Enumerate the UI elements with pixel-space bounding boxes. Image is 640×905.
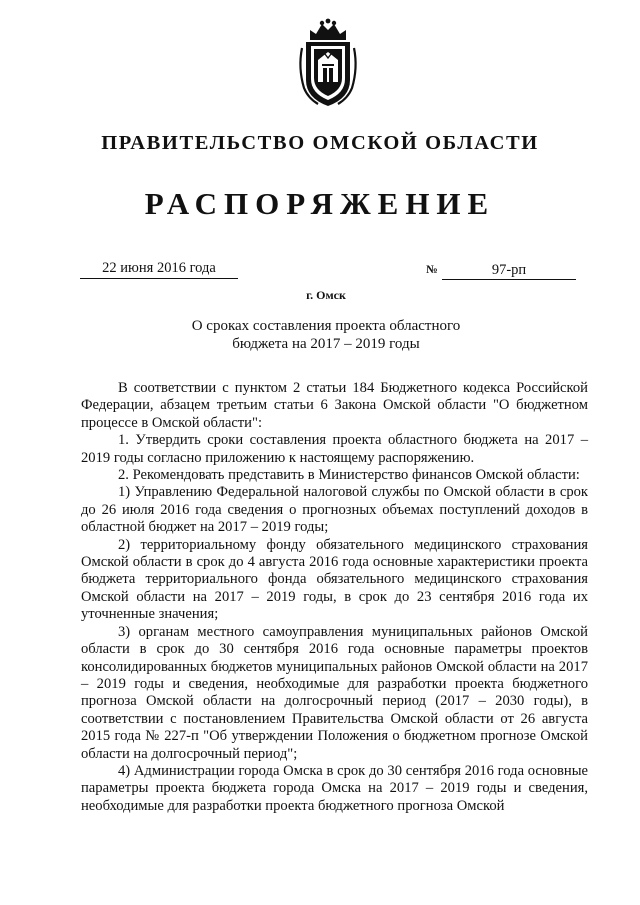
number-sign: № [426,264,438,276]
document-number: 97-рп [491,262,527,278]
subject-line-1: О сроках составления проекта областного [191,318,461,334]
body-paragraph-subitem-1: 1) Управлению Федеральной налоговой службы по Омской области в срок до 26 июля 2016 года сведения о прогнозных объемах поступлений доходов в областной бюджет на 2017 – 2019 годы; [81,484,588,536]
place-of-issue: г. Омск [306,288,346,302]
document-body [81,380,588,815]
body-paragraph-subitem-3: 3) органам местного самоуправления муниципальных районов Омской области в срок до 30 сентября 2016 года основные параметры проектов консолидированных бюджетов муниципальных районов Омской области на 2017 – 2019 годы и сведения, необходимые для разработки проекта бюджетного прогноза Омской области на долгосрочный период (2017 – 2030 годы), в соответствии с постановлением Правительства Омской области от 26 августа 2015 года № 227-п "Об утверждении Положения о бюджетном прогнозе Омской области на долгосрочный период"; [81,623,588,762]
coat-of-arms-icon [296,18,360,108]
number-underline [442,279,576,280]
document-subject [0,317,640,353]
body-paragraph-subitem-2: 2) территориальному фонду обязательного медицинского страхования Омской области в срок до 4 августа 2016 года основные характеристики проекта бюджета территориального фонда обязательного медицинского страхования Омской области на 2017 – 2019 годы, в срок до 23 сентября 2016 года их уточненные значения; [81,536,588,623]
document-date: 22 июня 2016 года [102,260,216,276]
subject-line-2: бюджета на 2017 – 2019 годы [232,336,420,352]
issuing-authority-title: ПРАВИТЕЛЬСТВО ОМСКОЙ ОБЛАСТИ [101,132,539,154]
body-paragraph-preamble: В соответствии с пунктом 2 статьи 184 Бюджетного кодекса Российской Федерации, абзацем третьим статьи 6 Закона Омской области "О бюджетном процессе в Омской области": [81,380,588,431]
body-paragraph-subitem-4: 4) Администрации города Омска в срок до 30 сентября 2016 года основные параметры проекта бюджета города Омска на 2017 – 2019 годы и сведения, необходимые для разработки проекта бюджетного прогноза Омской [81,762,588,814]
document-type-title: РАСПОРЯЖЕНИЕ [144,186,496,221]
body-paragraph-item-1: 1. Утвердить сроки составления проекта областного бюджета на 2017 – 2019 годы согласно приложению к настоящему распоряжению. [81,432,588,466]
body-paragraph-item-2: 2. Рекомендовать представить в Министерство финансов Омской области: [118,467,580,484]
date-underline [80,278,238,279]
